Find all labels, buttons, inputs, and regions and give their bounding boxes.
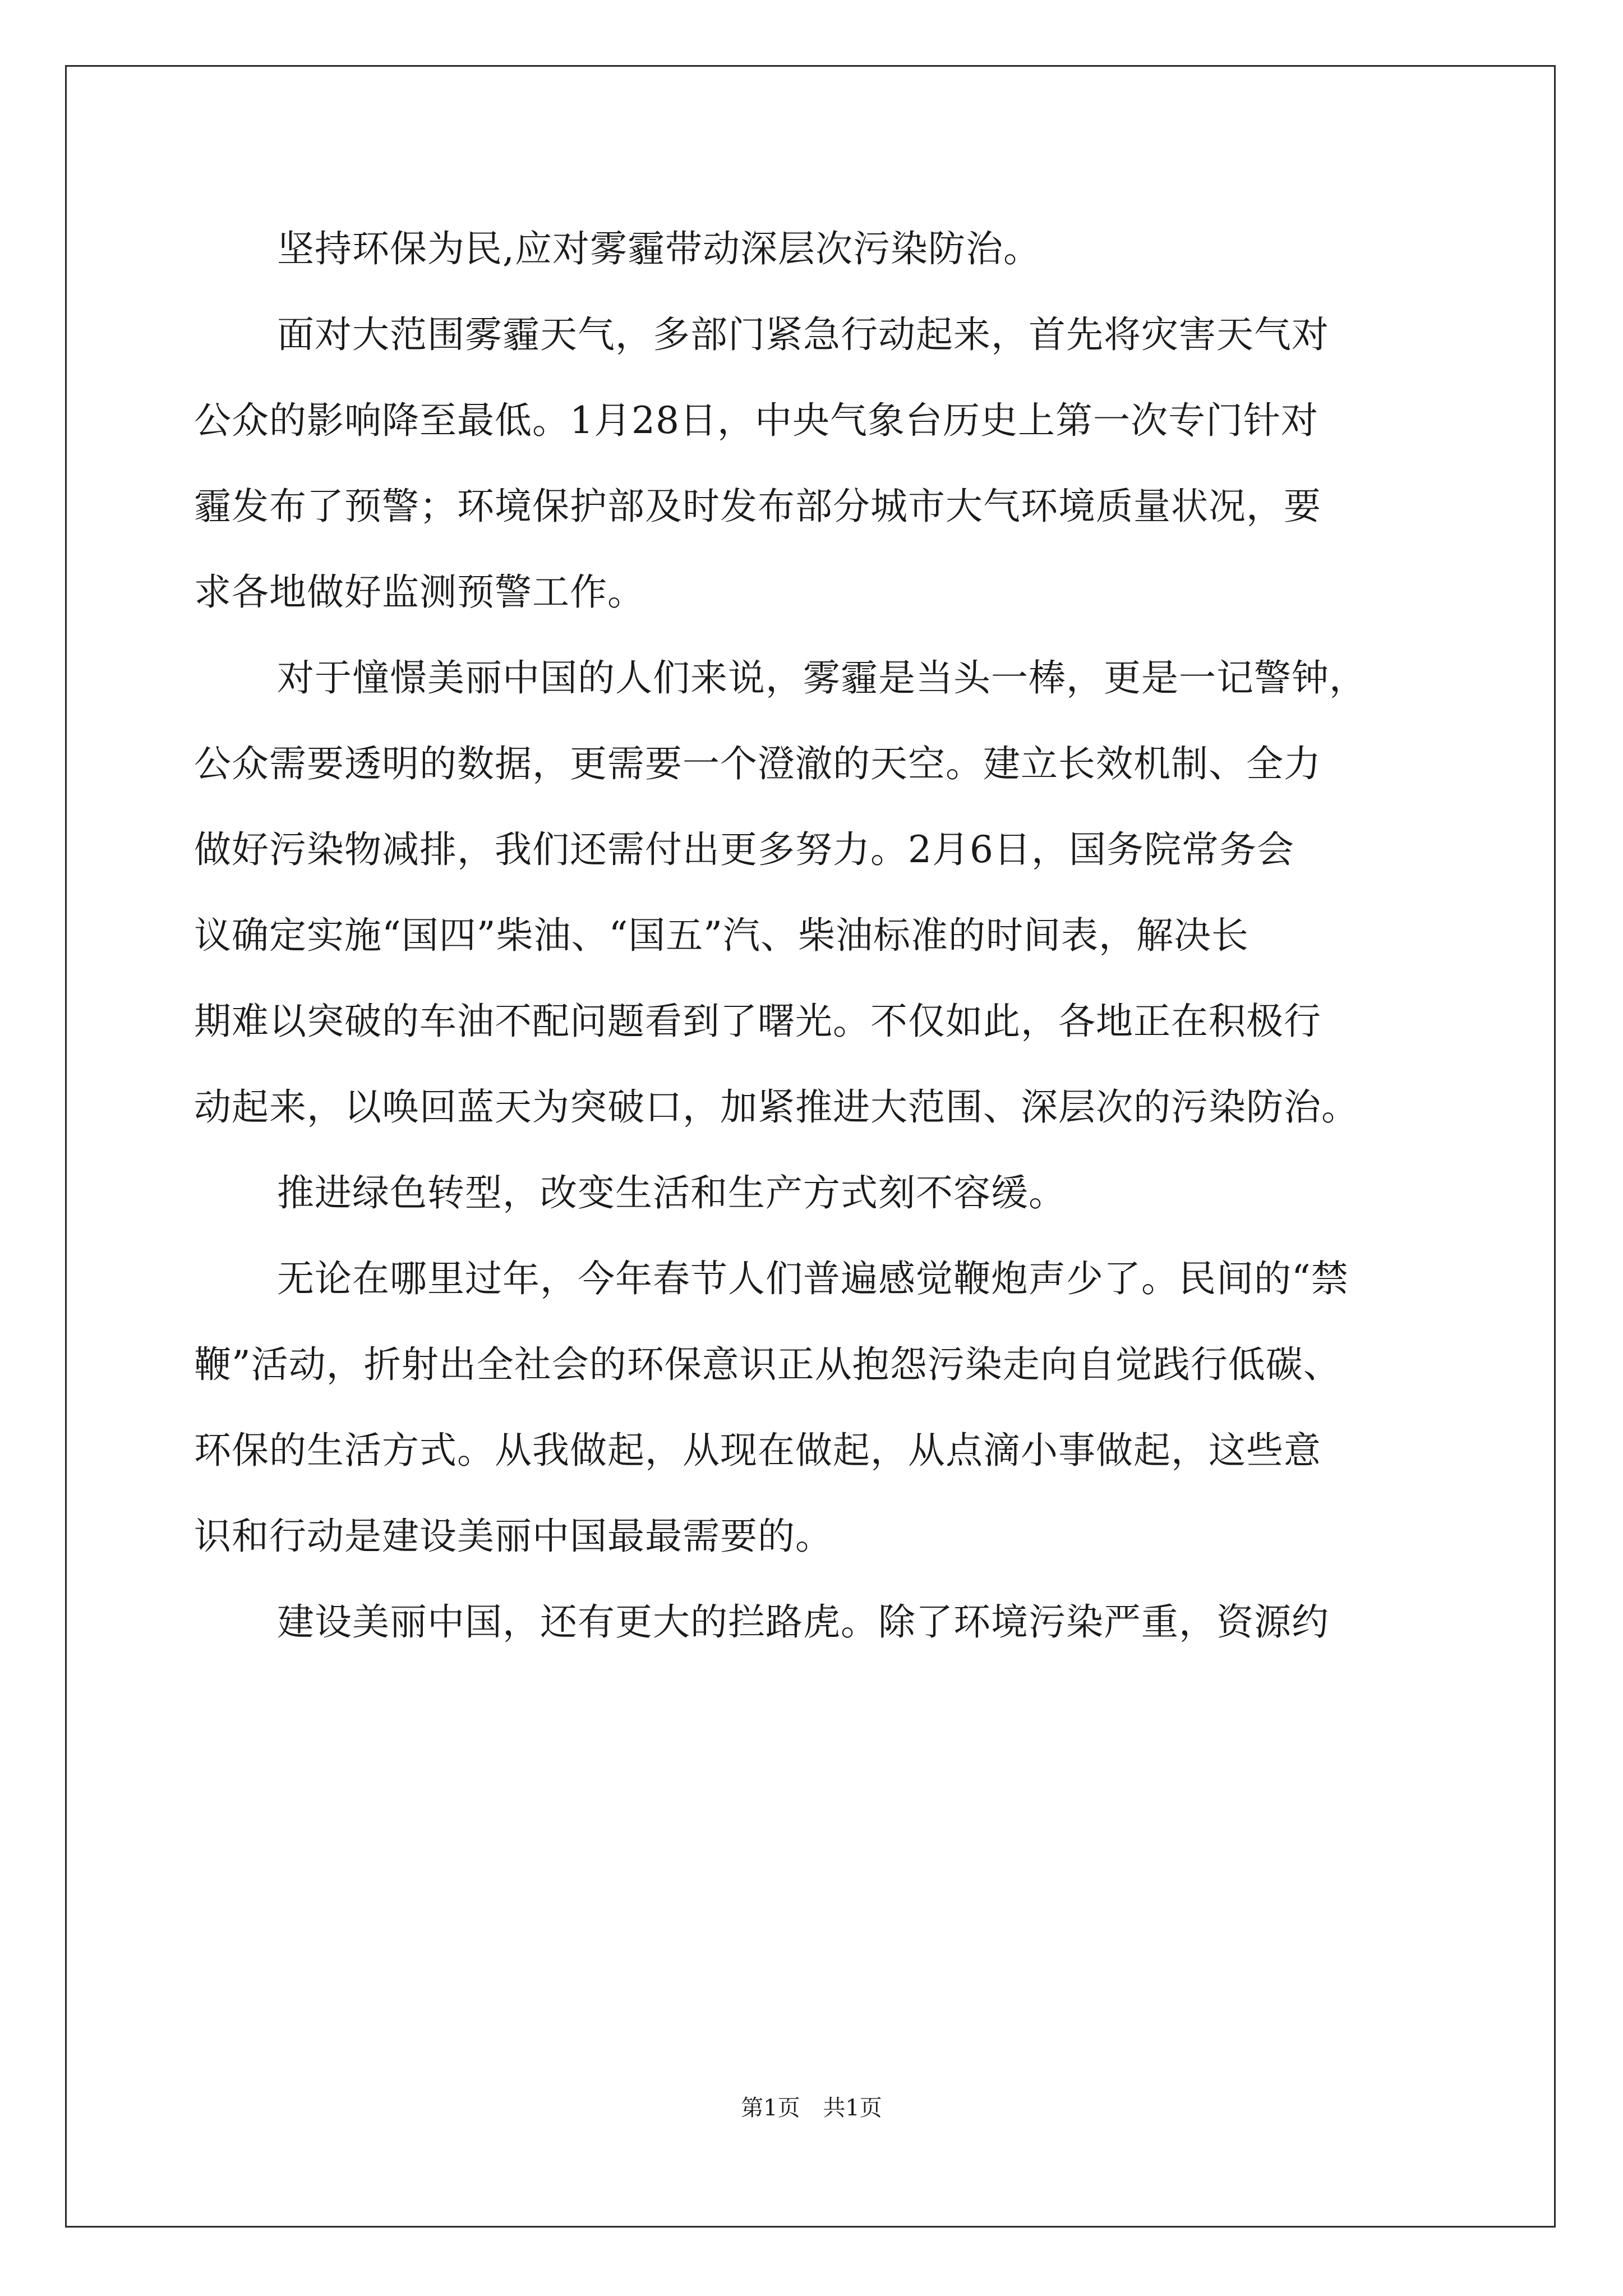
paragraph-line: 公众需要透明的数据，更需要一个澄澈的天空。建立长效机制、全力 — [194, 742, 1321, 785]
page-total: 共1页 — [823, 2095, 882, 2121]
paragraph-line: 建设美丽中国，还有更大的拦路虎。除了环境污染严重，资源约 — [277, 1600, 1329, 1644]
paragraph-line: 对于憧憬美丽中国的人们来说，雾霾是当头一棒，更是一记警钟， — [277, 656, 1367, 700]
paragraph-line: 做好污染物减排，我们还需付出更多努力。2月6日，国务院常务会 — [194, 828, 1294, 871]
paragraph-line: 动起来，以唤回蓝天为突破口，加紧推进大范围、深层次的污染防治。 — [194, 1085, 1359, 1129]
paragraph-line: 公众的影响降至最低。1月28日，中央气象台历史上第一次专门针对 — [194, 399, 1318, 442]
paragraph-line: 议确定实施“国四”柴油、“国五”汽、柴油标准的时间表，解决长 — [194, 914, 1249, 957]
paragraph-line: 霾发布了预警；环境保护部及时发布部分城市大气环境质量状况，要 — [194, 485, 1321, 528]
paragraph-heading: 推进绿色转型，改变生活和生产方式刻不容缓。 — [277, 1171, 1066, 1214]
paragraph-line: 求各地做好监测预警工作。 — [194, 570, 645, 614]
paragraph-line: 面对大范围雾霾天气，多部门紧急行动起来，首先将灾害天气对 — [277, 313, 1329, 356]
paragraph-line: 期难以突破的车油不配问题看到了曙光。不仅如此，各地正在积极行 — [194, 1000, 1321, 1043]
paragraph-line: 识和行动是建设美丽中国最最需要的。 — [194, 1515, 833, 1558]
paragraph-line: 鞭”活动，折射出全社会的环保意识正从抱怨污染走向自觉践行低碳、 — [194, 1343, 1341, 1386]
page-number: 第1页 — [741, 2095, 800, 2121]
paragraph-line: 无论在哪里过年，今年春节人们普遍感觉鞭炮声少了。民间的“禁 — [277, 1257, 1349, 1300]
paragraph-line: 环保的生活方式。从我做起，从现在做起，从点滴小事做起，这些意 — [194, 1429, 1321, 1472]
paragraph-heading: 坚持环保为民,应对雾霾带动深层次污染防治。 — [277, 227, 1041, 270]
page-footer — [0, 2091, 1623, 2125]
